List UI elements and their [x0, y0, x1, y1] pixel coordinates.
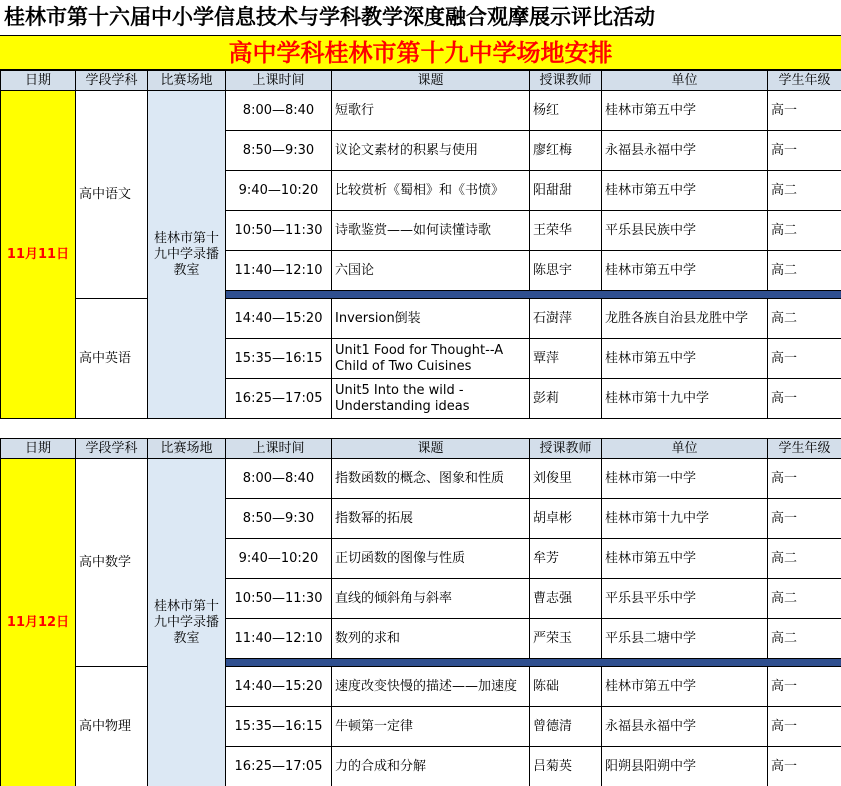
teacher-cell: 杨红	[530, 91, 602, 131]
venue-subtitle: 高中学科桂林市第十九中学场地安排	[0, 35, 841, 70]
school-cell: 桂林市第一中学	[602, 459, 768, 499]
topic-cell: 直线的倾斜角与斜率	[332, 579, 530, 619]
header-grade: 学生年级	[768, 439, 841, 459]
grade-cell: 高二	[768, 171, 841, 211]
school-cell: 永福县永福中学	[602, 131, 768, 171]
topic-cell: Inversion倒装	[332, 299, 530, 339]
topic-cell: 诗歌鉴赏——如何读懂诗歌	[332, 211, 530, 251]
time-cell: 11:40—12:10	[226, 619, 332, 659]
school-cell: 桂林市第五中学	[602, 339, 768, 379]
school-cell: 桂林市第十九中学	[602, 379, 768, 419]
subject-cell: 高中数学	[76, 459, 148, 667]
topic-cell: 六国论	[332, 251, 530, 291]
school-cell: 桂林市第五中学	[602, 251, 768, 291]
grade-cell: 高二	[768, 619, 841, 659]
school-cell: 桂林市第五中学	[602, 667, 768, 707]
header-row	[1, 71, 841, 91]
table-row	[1, 459, 841, 499]
grade-cell: 高二	[768, 299, 841, 339]
header-school: 单位	[602, 439, 768, 459]
table-row	[1, 667, 841, 707]
teacher-cell: 彭莉	[530, 379, 602, 419]
time-cell: 10:50—11:30	[226, 211, 332, 251]
teacher-cell: 阳甜甜	[530, 171, 602, 211]
header-topic: 课题	[332, 71, 530, 91]
time-cell: 14:40—15:20	[226, 667, 332, 707]
topic-cell: 速度改变快慢的描述——加速度	[332, 667, 530, 707]
header-date: 日期	[1, 439, 76, 459]
teacher-cell: 严荣玉	[530, 619, 602, 659]
school-cell: 平乐县民族中学	[602, 211, 768, 251]
grade-cell: 高一	[768, 707, 841, 747]
header-date: 日期	[1, 71, 76, 91]
time-cell: 8:00—8:40	[226, 459, 332, 499]
teacher-cell: 胡卓彬	[530, 499, 602, 539]
header-venue: 比赛场地	[148, 71, 226, 91]
date-cell: 11月12日	[1, 459, 76, 786]
teacher-cell: 牟芳	[530, 539, 602, 579]
topic-cell: 正切函数的图像与性质	[332, 539, 530, 579]
grade-cell: 高一	[768, 131, 841, 171]
header-time: 上课时间	[226, 439, 332, 459]
topic-cell: 牛顿第一定律	[332, 707, 530, 747]
time-cell: 8:50—9:30	[226, 131, 332, 171]
time-cell: 11:40—12:10	[226, 251, 332, 291]
time-cell: 14:40—15:20	[226, 299, 332, 339]
subject-cell: 高中物理	[76, 667, 148, 786]
grade-cell: 高二	[768, 251, 841, 291]
subject-cell: 高中语文	[76, 91, 148, 299]
topic-cell: Unit1 Food for Thought--A Child of Two Cuisines	[332, 339, 530, 379]
table-row	[1, 91, 841, 131]
time-cell: 10:50—11:30	[226, 579, 332, 619]
time-cell: 9:40—10:20	[226, 171, 332, 211]
school-cell: 永福县永福中学	[602, 707, 768, 747]
topic-cell: 指数幂的拓展	[332, 499, 530, 539]
venue-cell: 桂林市第十九中学录播教室	[148, 459, 226, 786]
subject-cell: 高中英语	[76, 299, 148, 419]
teacher-cell: 王荣华	[530, 211, 602, 251]
header-venue: 比赛场地	[148, 439, 226, 459]
grade-cell: 高二	[768, 539, 841, 579]
school-cell: 阳朔县阳朔中学	[602, 747, 768, 786]
teacher-cell: 吕菊英	[530, 747, 602, 786]
time-cell: 9:40—10:20	[226, 539, 332, 579]
school-cell: 桂林市第五中学	[602, 539, 768, 579]
topic-cell: 比较赏析《蜀相》和《书愤》	[332, 171, 530, 211]
teacher-cell: 陈思宇	[530, 251, 602, 291]
teacher-cell: 廖红梅	[530, 131, 602, 171]
school-cell: 平乐县平乐中学	[602, 579, 768, 619]
grade-cell: 高一	[768, 459, 841, 499]
grade-cell: 高一	[768, 91, 841, 131]
grade-cell: 高一	[768, 667, 841, 707]
header-row	[1, 439, 841, 459]
time-cell: 8:50—9:30	[226, 499, 332, 539]
school-cell: 桂林市第五中学	[602, 171, 768, 211]
grade-cell: 高一	[768, 339, 841, 379]
time-cell: 16:25—17:05	[226, 747, 332, 786]
teacher-cell: 曹志强	[530, 579, 602, 619]
topic-cell: 短歌行	[332, 91, 530, 131]
grade-cell: 高一	[768, 747, 841, 786]
teacher-cell: 覃萍	[530, 339, 602, 379]
header-subject: 学段学科	[76, 439, 148, 459]
time-cell: 15:35—16:15	[226, 339, 332, 379]
date-cell: 11月11日	[1, 91, 76, 419]
school-cell: 桂林市第十九中学	[602, 499, 768, 539]
school-cell: 龙胜各族自治县龙胜中学	[602, 299, 768, 339]
time-cell: 15:35—16:15	[226, 707, 332, 747]
school-cell: 平乐县二塘中学	[602, 619, 768, 659]
header-teacher: 授课教师	[530, 439, 602, 459]
page-title: 桂林市第十六届中小学信息技术与学科教学深度融合观摩展示评比活动	[0, 0, 841, 35]
time-cell: 8:00—8:40	[226, 91, 332, 131]
topic-cell: 数列的求和	[332, 619, 530, 659]
grade-cell: 高二	[768, 211, 841, 251]
topic-cell: 议论文素材的积累与使用	[332, 131, 530, 171]
topic-cell: Unit5 Into the wild -Understanding ideas	[332, 379, 530, 419]
topic-cell: 力的合成和分解	[332, 747, 530, 786]
teacher-cell: 曾德清	[530, 707, 602, 747]
grade-cell: 高一	[768, 499, 841, 539]
teacher-cell: 陈础	[530, 667, 602, 707]
teacher-cell: 石澍萍	[530, 299, 602, 339]
header-school: 单位	[602, 71, 768, 91]
table-row	[1, 299, 841, 339]
time-cell: 16:25—17:05	[226, 379, 332, 419]
divider-bar	[226, 291, 841, 299]
schedule-table-day-2	[0, 438, 841, 786]
table-gap	[0, 420, 841, 436]
topic-cell: 指数函数的概念、图象和性质	[332, 459, 530, 499]
header-time: 上课时间	[226, 71, 332, 91]
header-topic: 课题	[332, 439, 530, 459]
grade-cell: 高二	[768, 579, 841, 619]
grade-cell: 高一	[768, 379, 841, 419]
schedule-table-day-1	[0, 70, 841, 419]
header-grade: 学生年级	[768, 71, 841, 91]
teacher-cell: 刘俊里	[530, 459, 602, 499]
header-subject: 学段学科	[76, 71, 148, 91]
school-cell: 桂林市第五中学	[602, 91, 768, 131]
venue-cell: 桂林市第十九中学录播教室	[148, 91, 226, 419]
divider-bar	[226, 659, 841, 667]
header-teacher: 授课教师	[530, 71, 602, 91]
